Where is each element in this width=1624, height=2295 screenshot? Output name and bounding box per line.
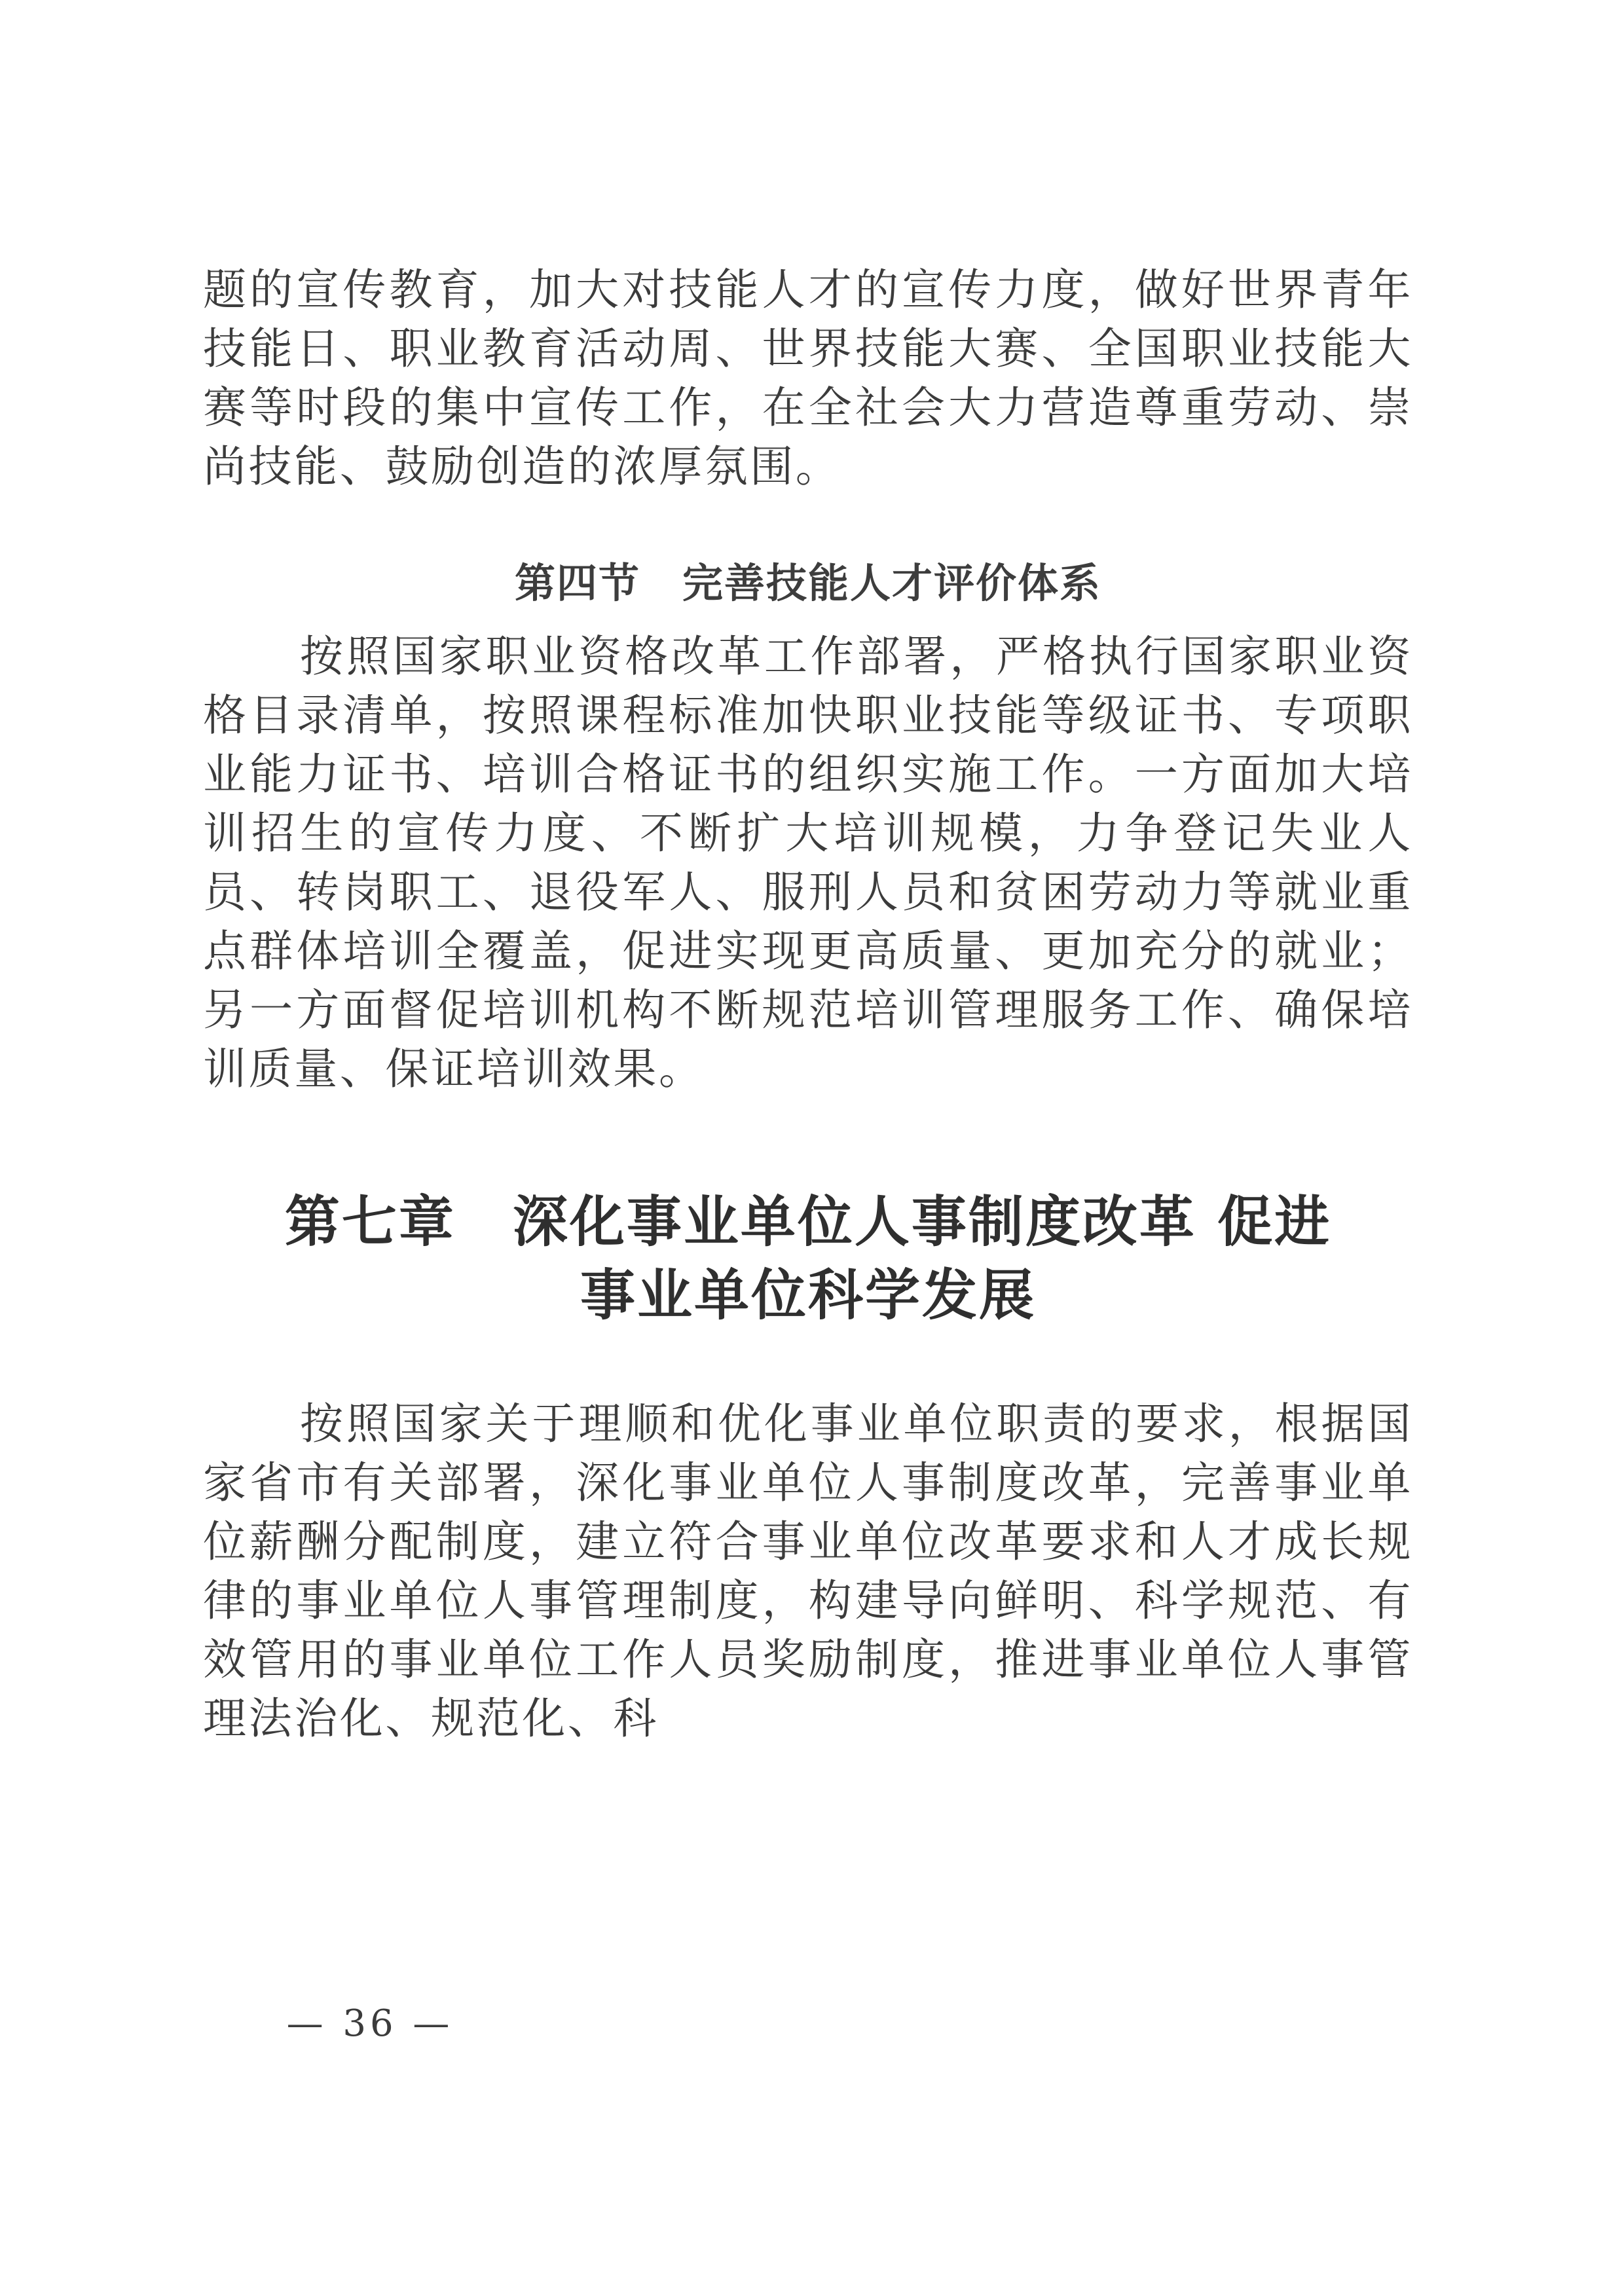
- section-heading-four: 第四节 完善技能人才评价体系: [514, 559, 1101, 607]
- page-content: [203, 261, 1413, 1748]
- continued-paragraph: 题的宣传教育，加大对技能人才的宣传力度，做好世界青年技能日、职业教育活动周、世界技能大赛、全国职业技能大赛等时段的集中宣传工作，在全社会大力营造尊重劳动、崇尚技能、鼓励创造的浓厚氛围。: [203, 265, 1413, 492]
- section-four-paragraph: 按照国家职业资格改革工作部署，严格执行国家职业资格目录清单，按照课程标准加快职业技能等级证书、专项职业能力证书、培训合格证书的组织实施工作。一方面加大培训招生的宣传力度、不断扩大培训规模，力争登记失业人员、转岗职工、退役军人、服刑人员和贫困劳动力等就业重点群体培训全覆盖，促进实现更高质量、更加充分的就业；另一方面督促培训机构不断规范培训管理服务工作、确保培训质量、保证培训效果。: [203, 631, 1413, 1094]
- chapter-seven-title: [203, 1185, 1413, 1332]
- page-number: — 36 —: [286, 2002, 454, 2045]
- chapter-body-spacer: [203, 1332, 1413, 1395]
- chapter-seven-paragraph: 按照国家关于理顺和优化事业单位职责的要求，根据国家省市有关部署，深化事业单位人事制度改革，完善事业单位薪酬分配制度，建立符合事业单位改革要求和人才成长规律的事业单位人事管理制度，构建导向鲜明、科学规范、有效管用的事业单位工作人员奖励制度，推进事业单位人事管理法治化、规范化、科: [203, 1399, 1413, 1744]
- chapter-title-line-2: 事业单位科学发展: [580, 1262, 1036, 1327]
- chapter-title-line-1: 第七章 深化事业单位人事制度改革 促进: [284, 1189, 1332, 1254]
